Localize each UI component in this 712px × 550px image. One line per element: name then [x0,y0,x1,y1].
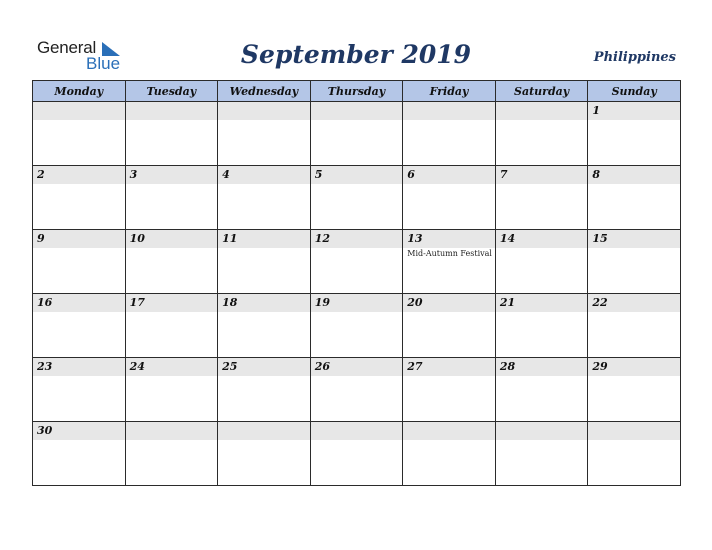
day-cell [218,230,311,294]
week-row [33,230,681,294]
day-number: 26 [311,358,403,376]
day-number: 19 [311,294,403,312]
day-number: 17 [126,294,218,312]
day-number: 18 [218,294,310,312]
day-cell [495,358,588,422]
day-cell [403,358,496,422]
day-number: 3 [126,166,218,184]
day-cell [33,166,126,230]
weekday-header-tuesday: Tuesday [125,81,218,102]
day-cell [495,294,588,358]
calendar-grid [32,80,681,486]
holiday-label: Mid-Autumn Festival [407,249,492,258]
day-cell [33,294,126,358]
day-number: 14 [496,230,588,248]
logo-word-blue: Blue [86,54,121,73]
day-cell [403,422,496,486]
day-cell [588,294,681,358]
day-cell [310,294,403,358]
day-number: 30 [33,422,125,440]
day-cell [218,294,311,358]
weekday-header-saturday: Saturday [495,81,588,102]
day-cell [588,422,681,486]
day-number [311,102,403,120]
day-number [218,102,310,120]
day-number: 13 [403,230,495,248]
week-row [33,166,681,230]
day-number: 5 [311,166,403,184]
day-cell [495,230,588,294]
day-number: 2 [33,166,125,184]
day-number: 12 [311,230,403,248]
day-cell [403,230,496,294]
day-cell [310,102,403,166]
week-row [33,422,681,486]
day-cell [125,102,218,166]
day-cell [310,422,403,486]
day-number [496,102,588,120]
day-number: 9 [33,230,125,248]
day-cell [403,166,496,230]
logo-word-general: General [37,38,97,57]
day-cell [310,358,403,422]
day-cell [33,358,126,422]
weekday-header-monday: Monday [33,81,126,102]
day-cell [495,422,588,486]
day-number: 21 [496,294,588,312]
day-cell [125,166,218,230]
day-cell [495,102,588,166]
day-number: 4 [218,166,310,184]
weekday-header-friday: Friday [403,81,496,102]
day-cell [125,358,218,422]
day-number [218,422,310,440]
week-row [33,102,681,166]
day-cell [218,166,311,230]
day-number: 7 [496,166,588,184]
day-cell [310,166,403,230]
calendar-body [33,102,681,486]
day-cell [495,166,588,230]
day-number: 22 [588,294,680,312]
day-number: 6 [403,166,495,184]
day-cell [310,230,403,294]
day-number: 24 [126,358,218,376]
weekday-header-wednesday: Wednesday [218,81,311,102]
day-number [126,102,218,120]
day-number: 20 [403,294,495,312]
day-number: 1 [588,102,680,120]
day-number: 25 [218,358,310,376]
day-number: 15 [588,230,680,248]
day-cell [588,358,681,422]
day-number [311,422,403,440]
day-cell [218,422,311,486]
day-number: 23 [33,358,125,376]
day-cell [218,102,311,166]
day-cell [33,102,126,166]
day-cell [403,102,496,166]
day-cell [403,294,496,358]
weekday-header-row [33,81,681,102]
day-number [33,102,125,120]
day-number [403,102,495,120]
day-number: 27 [403,358,495,376]
day-cell [588,102,681,166]
weekday-header-sunday: Sunday [588,81,681,102]
day-number [496,422,588,440]
day-cell [588,230,681,294]
day-number [588,422,680,440]
day-number [126,422,218,440]
day-cell [588,166,681,230]
day-cell [125,230,218,294]
day-number [403,422,495,440]
weekday-header-thursday: Thursday [310,81,403,102]
day-number: 8 [588,166,680,184]
day-cell [33,422,126,486]
week-row [33,294,681,358]
day-cell [33,230,126,294]
day-number: 29 [588,358,680,376]
day-number: 28 [496,358,588,376]
page-title: September 2019 [240,40,472,69]
day-cell [218,358,311,422]
day-cell [125,294,218,358]
day-number: 16 [33,294,125,312]
day-number: 11 [218,230,310,248]
day-cell [125,422,218,486]
day-number: 10 [126,230,218,248]
country-label: Philippines [593,50,676,65]
week-row [33,358,681,422]
